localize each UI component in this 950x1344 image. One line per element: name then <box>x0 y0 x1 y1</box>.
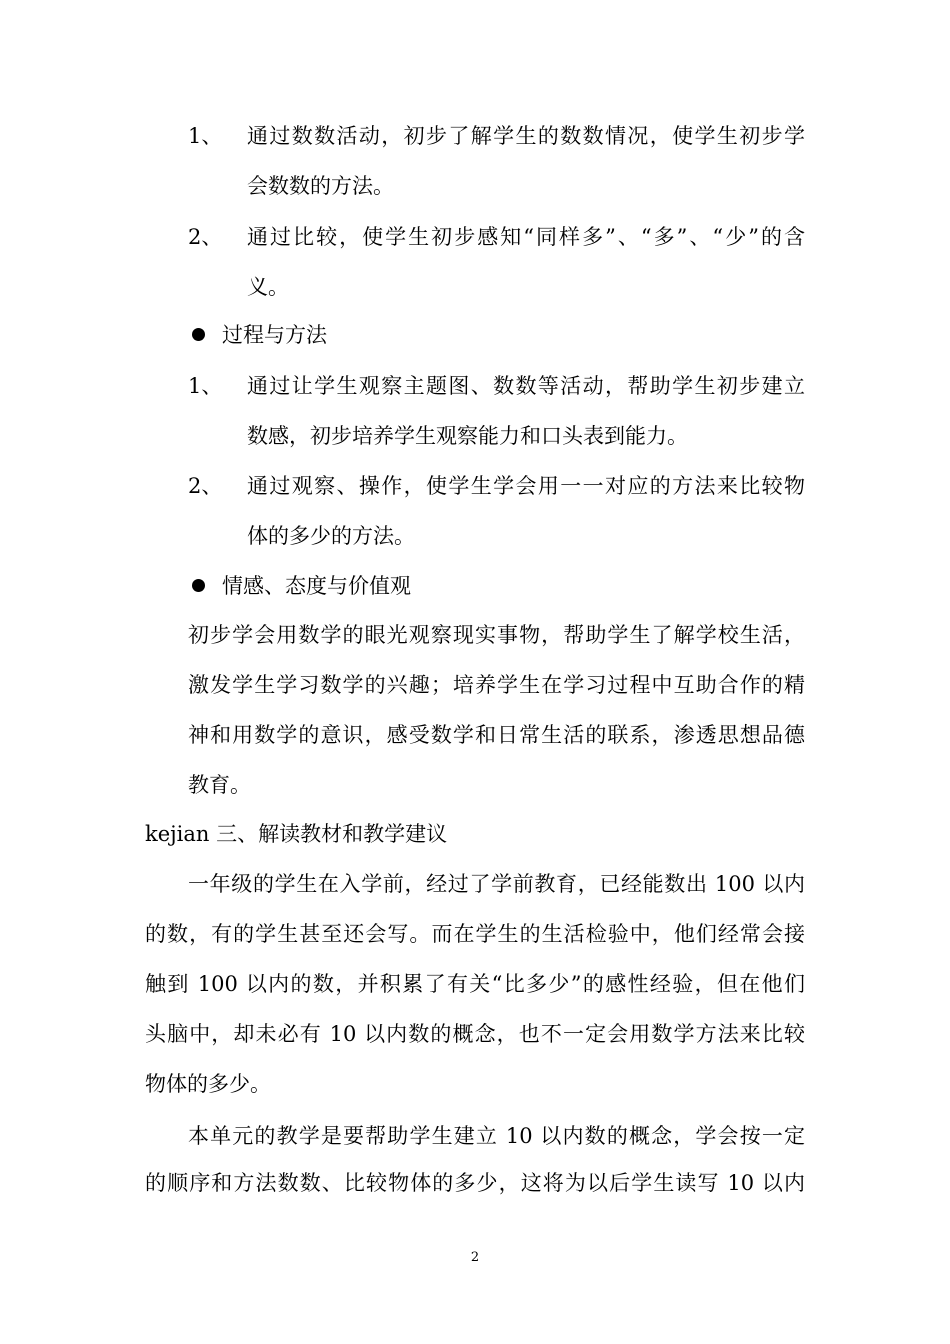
paragraph-line: 初步学会用数学的眼光观察现实事物，帮助学生了解学校生活， <box>188 623 805 647</box>
paragraph-line: 头脑中，却未必有 10 以内数的概念，也不一定会用数学方法来比较 <box>145 1022 805 1046</box>
paragraph-line: 的顺序和方法数数、比较物体的多少，这将为以后学生读写 10 以内 <box>145 1171 805 1195</box>
list-number: 2、 <box>188 474 223 498</box>
list-item-text: 通过数数活动，初步了解学生的数数情况，使学生初步学 <box>247 124 805 148</box>
list-item-text: 通过比较，使学生初步感知“同样多”、“多”、“少”的含 <box>247 225 805 249</box>
section-heading: kejian 三、解读教材和教学建议 <box>145 822 448 846</box>
paragraph-line: 的数，有的学生甚至还会写。而在学生的生活检验中，他们经常会接 <box>145 922 805 946</box>
list-item-text: 通过让学生观察主题图、数数等活动，帮助学生初步建立 <box>247 374 805 398</box>
paragraph-line: 一年级的学生在入学前，经过了学前教育，已经能数出 100 以内 <box>188 872 805 896</box>
list-number: 2、 <box>188 225 223 249</box>
paragraph-line: 激发学生学习数学的兴趣；培养学生在学习过程中互助合作的精 <box>188 673 805 697</box>
bullet-icon <box>192 579 205 592</box>
list-item-text: 通过观察、操作，使学生学会用一一对应的方法来比较物 <box>247 474 805 498</box>
bullet-icon <box>192 328 205 341</box>
list-item-text-continued: 数感，初步培养学生观察能力和口头表到能力。 <box>247 424 688 448</box>
list-number: 1、 <box>188 124 223 148</box>
paragraph-line: 神和用数学的意识，感受数学和日常生活的联系，渗透思想品德 <box>188 723 805 747</box>
paragraph-line: 触到 100 以内的数，并积累了有关“比多少”的感性经验，但在他们 <box>145 972 805 996</box>
bullet-heading: 情感、态度与价值观 <box>222 574 411 598</box>
paragraph-line: 物体的多少。 <box>145 1072 271 1096</box>
list-number: 1、 <box>188 374 223 398</box>
list-item-text-continued: 义。 <box>247 275 289 299</box>
page-number: 2 <box>470 1250 480 1265</box>
list-item-text-continued: 会数数的方法。 <box>247 174 394 198</box>
paragraph-line: 本单元的教学是要帮助学生建立 10 以内数的概念，学会按一定 <box>188 1124 805 1148</box>
paragraph-line: 教育。 <box>188 773 251 797</box>
bullet-heading: 过程与方法 <box>222 323 327 347</box>
list-item-text-continued: 体的多少的方法。 <box>247 524 415 548</box>
